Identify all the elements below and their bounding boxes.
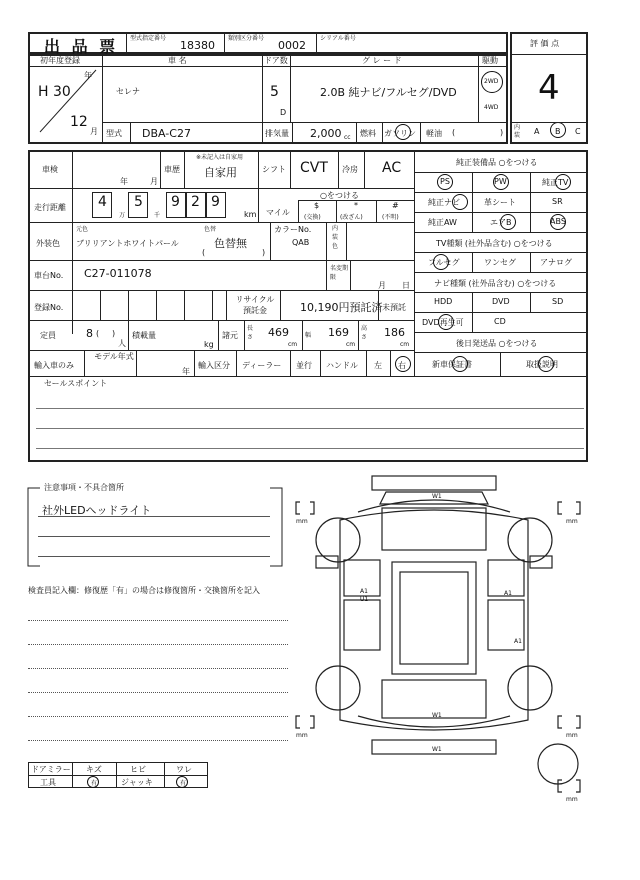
grade-label: グ レ ー ド [362,56,402,65]
mileage-d3: 9 [171,194,180,210]
navi-cd: CD [494,317,506,326]
unpaid-label: 未預託 [382,303,406,312]
shaken-label: 車検 [42,165,58,174]
type-value: DBA-C27 [142,127,191,140]
navi-dvd-play: DVD再生可 [422,318,464,327]
inspector-note: 検査員記入欄：修復歴「有」の場合は修復箇所・交換箇所を記入 [28,586,260,595]
legend-tools-mark: 有 [91,780,98,787]
year-unit: 年 [84,71,92,80]
capacity-paren-close: ) [112,329,116,338]
history-label: 車歴 [164,165,180,174]
name-change-month: 月 [378,281,386,290]
legend-scratch: キズ [86,765,102,774]
tv-title: TV種類 (社外品含む) ○をつける [436,239,553,248]
model-code-label: 型式指定番号 [130,35,167,42]
dims-label: 諸元 [222,331,238,340]
diag-w1-rear: W1 [432,746,442,753]
legend-crack: ヒビ [130,765,146,774]
cc-unit: cc [344,134,351,141]
interior-c: C [575,127,581,136]
car-name-label: 車 名 [168,56,187,65]
load-label: 積載量 [132,331,156,340]
form-title: 出 品 票 [44,37,119,56]
equip-r1-1: PW [494,177,507,186]
mileage-swap-sym: $ [314,201,320,210]
width-value: 169 [328,326,349,339]
displacement-label: 排気量 [265,129,289,138]
model-code-value: 18380 [180,39,215,52]
recycle-value: 10,190円預託済 [300,301,383,314]
capacity-label: 定員 [40,331,56,340]
color-code-label: カラーNo. [274,225,312,234]
diag-mm-rl: mm [296,732,308,739]
sales-point-label: セールスポイント [44,379,108,388]
mileage-unk-sym: # [392,201,399,210]
reg-label: 登録No. [34,303,64,312]
import-label: 輸入車のみ [34,361,74,370]
parallel-option: 並行 [296,361,312,370]
handle-left: 左 [374,361,382,370]
mileage-sen: 千 [154,212,161,219]
equip-r2-1: 革シート [484,198,516,207]
diag-w1-top: W1 [432,493,442,500]
recycle-label: リサイクル預託金 [235,295,275,315]
later-title: 後日発送品 ○をつける [456,339,538,348]
diag-mm-spare: mm [566,796,578,803]
tv-oneseg: ワンセグ [484,258,516,267]
type-label: 型式 [106,129,122,138]
category-value: 0002 [278,39,306,52]
legend-door-mirror: ドアミラー [31,765,71,774]
equip-r2-2: SR [552,197,563,206]
handle-label: ハンドル [326,361,358,370]
tv-fullseg: フルセグ [428,258,460,267]
legend-jack: ジャッキ [121,778,153,787]
color-paren-close: ) [262,248,266,257]
color-orig-label: 元色 [76,226,89,233]
diag-a1-right2: A1 [514,638,522,645]
navi-sd: SD [552,297,564,306]
diag-mm-fr: mm [566,518,578,525]
diag-mm-rr: mm [566,732,578,739]
color-orig-value: ブリリアントホワイトパール [76,239,179,248]
grade-value: 2.0B 純ナビ/フルセグ/DVD [320,86,457,99]
legend-break: ワレ [176,765,192,774]
car-name: セレナ [116,87,140,96]
chassis-label: 車台No. [34,271,64,280]
tv-analog: アナログ [540,258,572,267]
chassis-value: C27-011078 [84,267,152,280]
mileage-d5: 9 [211,194,220,210]
fuel-label: 燃料 [360,129,376,138]
equip-r1-0: PS [440,177,450,186]
shift-value: CVT [300,160,328,176]
len-label: 長さ [247,325,254,341]
fuel-value: ガソリン [384,129,416,138]
capacity-unit: 人 [118,339,126,348]
handle-right: 右 [398,361,406,370]
shift-label: シフト [262,165,286,174]
mileage-d2: 5 [134,194,143,210]
history-note: ※未記入は自家用 [196,154,244,161]
diesel-paren-open: ( [452,128,456,137]
navi-dvd: DVD [492,297,510,306]
later-warranty: 新車保証書 [432,360,472,369]
mileage-alt: (改ざん) [340,214,363,221]
reg-month: 12 [70,114,88,130]
doors-value: 5 [270,84,279,100]
interior-b: B [555,127,561,136]
score-value: 4 [538,68,560,108]
mileage-unk: (不明) [382,214,399,221]
height-label: 高さ [361,325,368,341]
shaken-month: 月 [150,177,158,186]
later-manual: 取扱説明 [526,360,558,369]
mileage-d1: 4 [98,194,107,210]
color-change-value: 色替無 [214,237,247,250]
mileage-man: 万 [119,212,126,219]
ac-label: 冷房 [342,165,358,174]
mileage-km: km [244,210,257,219]
drive-4wd: 4WD [484,104,499,111]
capacity-paren-open: ( [96,329,100,338]
mileage-swap: (交換) [304,214,321,221]
color-paren-open: ( [202,248,206,257]
color-label: 外装色 [36,239,60,248]
width-cm: cm [346,341,356,348]
capacity-value: 8 [86,327,93,340]
name-change-day: 日 [402,281,410,290]
equip-r3-1: エアB [490,218,512,227]
mileage-circle-note: ○をつける [320,191,359,200]
width-label: 幅 [305,332,312,339]
notes-line1: 社外LEDヘッドライト [42,504,152,517]
equip-r2-0: 純正ナビ [428,198,460,207]
mileage-label: 走行距離 [34,203,66,212]
len-value: 469 [268,326,289,339]
equip-r1-2: 純正TV [542,178,569,187]
interior-a: A [534,127,540,136]
diag-w1-bottom: W1 [432,712,442,719]
notes-title: 注意事項・不具合箇所 [44,483,124,492]
mileage-alt-sym: * [354,201,358,210]
equip-title: 純正装備品 ○をつける [456,158,538,167]
mileage-d4: 2 [191,194,200,210]
equip-r3-2: ABS [550,217,566,226]
category-label: 類別区分番号 [228,35,265,42]
displacement-value: 2,000 [310,127,342,140]
model-year-unit: 年 [182,367,190,376]
serial-label: シリアル番号 [320,35,356,42]
history-value: 自家用 [204,166,237,179]
shaken-year: 年 [120,177,128,186]
month-unit: 月 [90,127,98,136]
diesel-paren-close: ) [500,128,504,137]
legend-tools: 工具 [40,778,56,787]
height-cm: cm [400,341,410,348]
load-unit: kg [204,340,214,349]
mileage-mile: マイル [266,208,290,217]
navi-hdd: HDD [434,297,453,306]
color-change-label: 色替 [204,226,217,233]
ac-value: AC [382,160,402,176]
drive-label: 駆動 [482,56,498,65]
name-change-label: 名変期限 [330,265,349,281]
dealer-option: ディーラー [242,361,282,370]
diesel-label: 軽油 [426,129,442,138]
height-value: 186 [384,326,405,339]
diag-u1-left: U1 [360,596,369,603]
interior-label: 内装 [514,124,521,139]
doors-label: ドア数 [264,56,288,65]
interior-color-label: 内装色 [332,225,339,250]
len-cm: cm [288,341,298,348]
navi-title: ナビ種類 (社外品含む) ○をつける [434,279,557,288]
diag-a1-right1: A1 [504,590,512,597]
doors-suffix: D [280,108,287,117]
legend-jack-mark: 有 [180,780,187,787]
diag-a1-left: A1 [360,588,368,595]
drive-2wd: 2WD [484,78,499,85]
first-reg-label: 初年度登録 [40,56,80,65]
era-year: H 30 [38,84,71,100]
score-label: 評 価 点 [530,39,560,48]
color-code-value: QAB [292,238,310,247]
import-type-label: 輸入区分 [198,361,230,370]
model-year-label: モデル年式 [94,352,134,361]
diag-mm-fl: mm [296,518,308,525]
equip-r3-0: 純正AW [428,218,457,227]
